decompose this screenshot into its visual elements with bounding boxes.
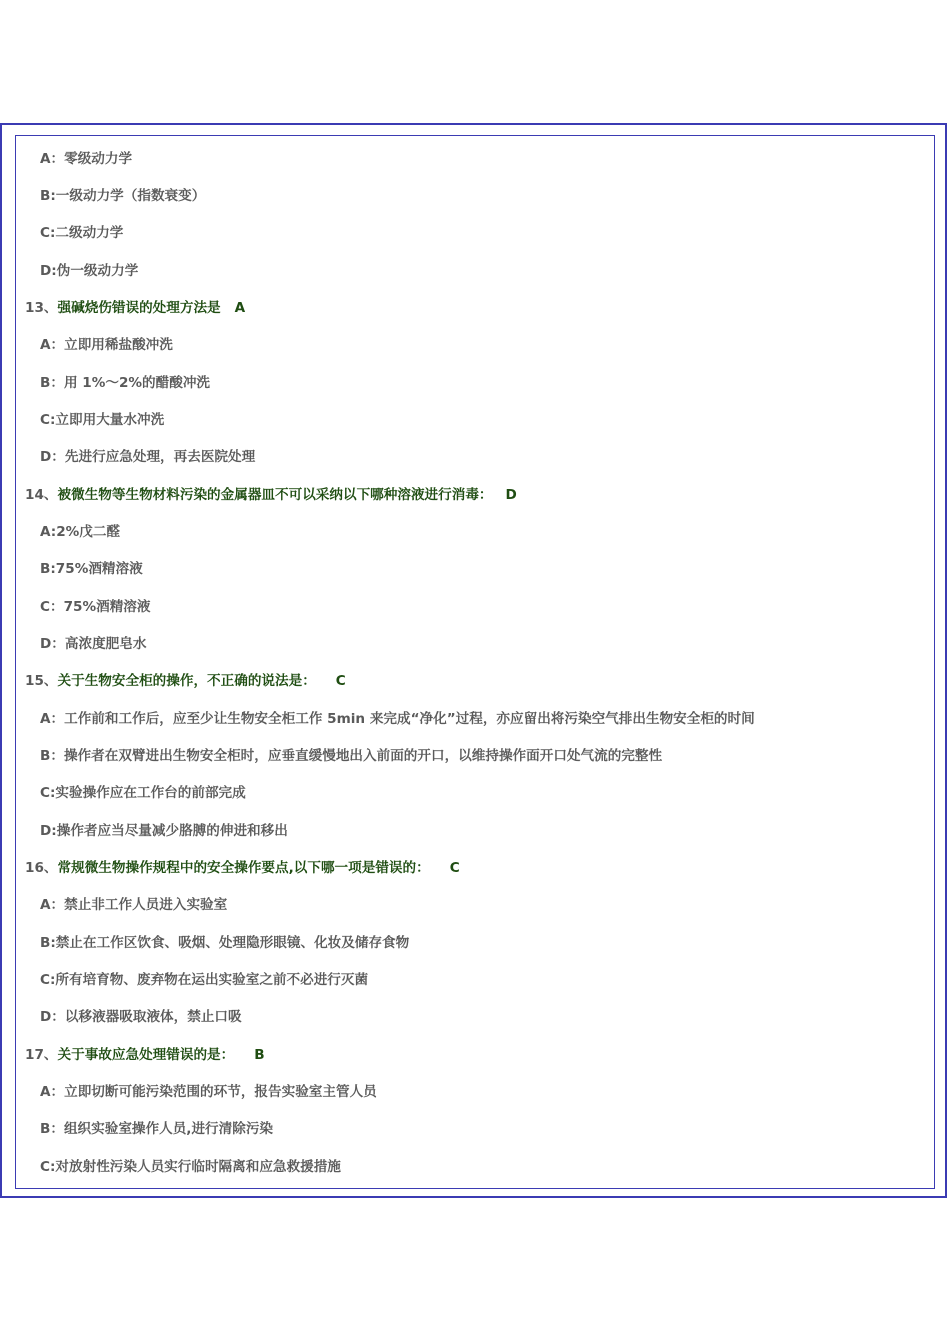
- option-line: D:操作者应当尽量减少胳膊的伸进和移出: [40, 823, 288, 839]
- option-line: A：工作前和工作后，应至少让生物安全柜工作 5min 来完成“净化”过程，亦应留出将污染空气排出生物安全柜的时间: [40, 711, 755, 727]
- option-line: C:二级动力学: [40, 225, 124, 241]
- question-line: [25, 859, 460, 877]
- question-answer: A: [234, 300, 246, 316]
- option-line: B:禁止在工作区饮食、吸烟、处理隐形眼镜、化妆及储存食物: [40, 935, 410, 951]
- question-line: [25, 672, 346, 690]
- question-text: 关于事故应急处理错误的是：: [57, 1047, 235, 1063]
- option-line: A：禁止非工作人员进入实验室: [40, 897, 228, 913]
- question-text: 常规微生物操作规程中的安全操作要点,以下哪一项是错误的：: [57, 860, 430, 876]
- option-line: D:伪一级动力学: [40, 263, 139, 279]
- question-text: 被微生物等生物材料污染的金属器皿不可以采纳以下哪种溶液进行消毒：: [57, 487, 493, 503]
- question-answer: B: [254, 1047, 265, 1063]
- option-line: D：先进行应急处理，再去医院处理: [40, 449, 256, 465]
- question-number: 17、: [25, 1047, 58, 1063]
- option-line: B：操作者在双臂进出生物安全柜时，应垂直缓慢地出入前面的开口，以维持操作面开口处气流的完整性: [40, 748, 663, 764]
- inner-border: [15, 135, 935, 1189]
- question-line: [25, 299, 245, 317]
- question-line: [25, 1046, 265, 1064]
- option-line: B:一级动力学（指数衰变）: [40, 188, 206, 204]
- question-line: [25, 486, 517, 504]
- option-line: A：立即切断可能污染范围的环节，报告实验室主管人员: [40, 1084, 377, 1100]
- option-line: A:2%戊二醛: [40, 524, 121, 540]
- question-number: 14、: [25, 487, 58, 503]
- question-text: 强碱烧伤错误的处理方法是: [57, 300, 221, 316]
- question-answer: D: [505, 487, 517, 503]
- question-number: 15、: [25, 673, 58, 689]
- question-number: 16、: [25, 860, 58, 876]
- question-answer: C: [449, 860, 460, 876]
- option-line: C:所有培育物、废弃物在运出实验室之前不必进行灭菌: [40, 972, 369, 988]
- option-line: C:实验操作应在工作台的前部完成: [40, 785, 246, 801]
- option-line: B：用 1%～2%的醋酸冲洗: [40, 375, 211, 391]
- option-line: A：零级动力学: [40, 151, 133, 167]
- option-line: B:75%酒精溶液: [40, 561, 143, 577]
- option-line: C：75%酒精溶液: [40, 599, 151, 615]
- question-text: 关于生物安全柜的操作，不正确的说法是：: [57, 673, 316, 689]
- question-answer: C: [335, 673, 346, 689]
- option-line: D：高浓度肥皂水: [40, 636, 147, 652]
- option-line: C:立即用大量水冲洗: [40, 412, 165, 428]
- option-line: B：组织实验室操作人员,进行清除污染: [40, 1121, 274, 1137]
- question-number: 13、: [25, 300, 58, 316]
- option-line: C:对放射性污染人员实行临时隔离和应急救援措施: [40, 1159, 341, 1175]
- option-line: D：以移液器吸取液体，禁止口吸: [40, 1009, 242, 1025]
- option-line: A：立即用稀盐酸冲洗: [40, 337, 173, 353]
